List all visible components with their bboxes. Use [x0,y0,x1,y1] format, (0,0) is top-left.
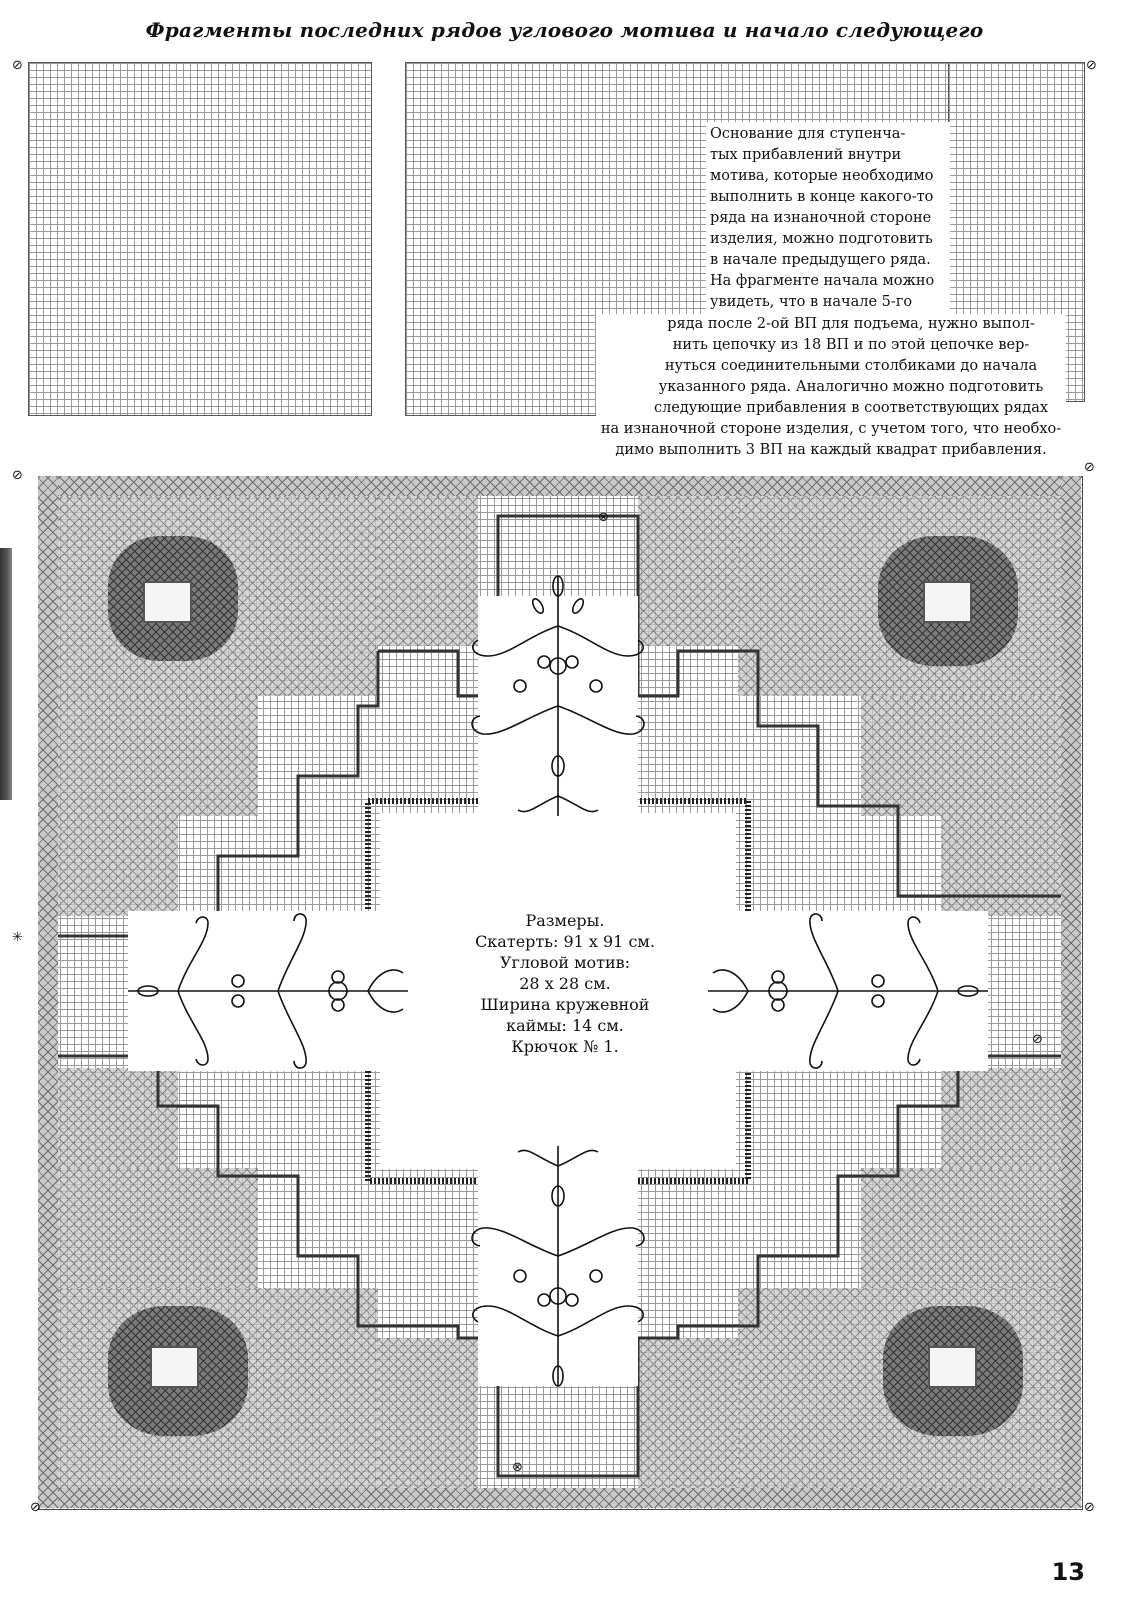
fragment-chart-left [28,62,372,416]
note-line: указанного ряда. Аналогично можно подготовить [658,379,1044,395]
note-line: На фрагменте начала можно [710,273,935,289]
note-line: в начале предыдущего ряда. [710,252,931,268]
start-symbol-icon: ⊘ [1084,460,1095,475]
ornament-left [118,911,418,1071]
size-border-value: каймы: 14 см. [506,1016,624,1035]
size-tablecloth: Скатерть: 91 х 91 см. [475,932,655,951]
start-symbol-icon: ⊘ [1086,58,1097,73]
start-symbol-icon: ⊘ [1032,1032,1043,1047]
note-line: ряда на изнаночной стороне [710,210,932,226]
note-line: на изнаночной стороне изделия, с учетом того, что необхо- [600,421,1062,437]
size-info [440,910,690,1057]
ornament-top [458,566,658,826]
page-title: Фрагменты последних рядов углового мотива и начало следующего [145,18,984,42]
note-line: выполнить в конце какого-то [710,189,934,205]
explanatory-note [706,122,950,315]
photo-fragment [0,548,12,800]
note-line: ряда после 2-ой ВП для подъема, нужно выпол- [667,316,1035,332]
start-symbol-icon: ⊘ [1084,1500,1095,1515]
join-symbol-icon: ⊗ [512,1460,523,1475]
size-motif-label: Угловой мотив: [499,953,631,972]
note-line: нуться соединительными столбиками до начала [664,358,1038,374]
note-line: тых прибавлений внутри [710,147,902,163]
size-motif-value: 28 х 28 см. [519,974,611,993]
note-line: Основание для ступенча- [710,126,906,142]
note-line: увидеть, что в начале 5-го [710,294,913,310]
note-line: следующие прибавления в соответствующих рядах [653,400,1049,416]
ornament-right [698,911,998,1071]
note-line: димо выполнить 3 ВП на каждый квадрат прибавления. [615,442,1047,458]
start-symbol-icon: ⊘ [30,1500,41,1515]
note-line: нить цепочку из 18 ВП и по этой цепочке вер- [672,337,1030,353]
explanatory-note-continued [596,314,1066,461]
size-hook: Крючок № 1. [511,1037,619,1056]
note-line: изделия, можно подготовить [710,231,933,247]
start-symbol-icon: ⊘ [12,468,23,483]
start-symbol-icon: ⊘ [12,58,23,73]
note-line: мотива, которые необходимо [710,168,934,184]
ornament-bottom [458,1136,658,1396]
size-heading: Размеры. [525,911,605,930]
size-border-label: Ширина кружевной [480,995,650,1014]
join-symbol-icon: ⊗ [598,510,609,525]
page-number: 13 [1051,1558,1085,1586]
star-symbol-icon: ✳ [12,930,23,945]
